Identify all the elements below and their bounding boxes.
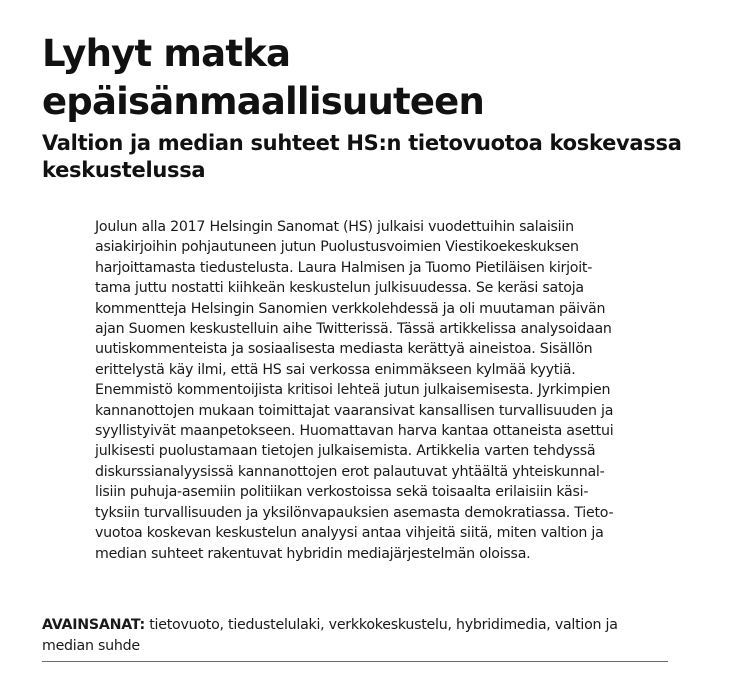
subtitle-line: Valtion ja median suhteet HS:n tietovuotoa koskevassa — [42, 131, 682, 155]
article-subtitle — [42, 130, 702, 184]
bottom-divider — [42, 661, 668, 662]
keywords-line-2: median suhde — [42, 637, 140, 654]
article-title — [42, 30, 682, 126]
abstract-line: vuotoa koskevan keskustelun analyysi antaa vihjeitä siitä, miten valtion ja — [95, 525, 604, 542]
abstract-line: asiakirjoihin pohjautuneen jutun Puolustusvoimien Viestikoekeskuksen — [95, 239, 579, 256]
abstract-line: ajan Suomen keskustelluin aihe Twitterissä. Tässä artikkelissa analysoidaan — [95, 321, 612, 338]
abstract-line: median suhteet rakentuvat hybridin mediajärjestelmän oloissa. — [95, 545, 531, 562]
keywords-label: AVAINSANAT: — [42, 617, 145, 633]
abstract-line: harjoittamasta tiedustelusta. Laura Halmisen ja Tuomo Pietiläisen kirjoit- — [95, 259, 593, 276]
abstract-text — [95, 217, 655, 564]
abstract-line: tyksiin turvallisuuden ja yksilönvapauksien asemasta demokratiassa. Tieto- — [95, 504, 614, 521]
subtitle-line: keskustelussa — [42, 158, 206, 182]
keywords-line-1 — [42, 615, 682, 636]
abstract-line: erittelystä käy ilmi, että HS sai verkossa enimmäkseen kylmää kyytiä. — [95, 361, 576, 378]
keywords-list: tietovuoto, tiedustelulaki, verkkokeskustelu, hybridimedia, valtion ja — [149, 617, 618, 633]
abstract-line: lisiin puhuja-asemiin politiikan verkostoissa sekä toisaalta erilaisiin käsi- — [95, 484, 589, 501]
abstract-line: julkisesti puolustamaan tietojen julkaisemista. Artikkelia varten tehdyssä — [95, 443, 596, 460]
abstract-line: kannanottojen mukaan toimittajat vaaransivat kansallisen turvallisuuden ja — [95, 402, 614, 419]
title-line: epäisänmaallisuuteen — [42, 80, 485, 123]
abstract-line: Enemmistö kommentoijista kritisoi lehteä jutun julkaisemisesta. Jyrkimpien — [95, 382, 611, 399]
abstract-line: tama juttu nostatti kiihkeän keskustelun julkisuudessa. Se keräsi satoja — [95, 280, 584, 297]
abstract-line: uutiskommenteista ja sosiaalisesta mediasta kerättyä aineistoa. Sisällön — [95, 341, 593, 358]
abstract-line: kommentteja Helsingin Sanomien verkkolehdessä ja oli muutaman päivän — [95, 300, 606, 317]
abstract-line: diskurssianalyysissä kannanottojen erot palautuvat yhtäältä yhteiskunnal- — [95, 463, 605, 480]
abstract-line: Joulun alla 2017 Helsingin Sanomat (HS) julkaisi vuodettuihin salaisiin — [95, 219, 574, 235]
abstract-line: syyllistyivät maanpetokseen. Huomattavan harva kantaa ottaneista asettui — [95, 423, 614, 440]
title-line: Lyhyt matka — [42, 32, 291, 75]
keywords — [42, 615, 682, 656]
